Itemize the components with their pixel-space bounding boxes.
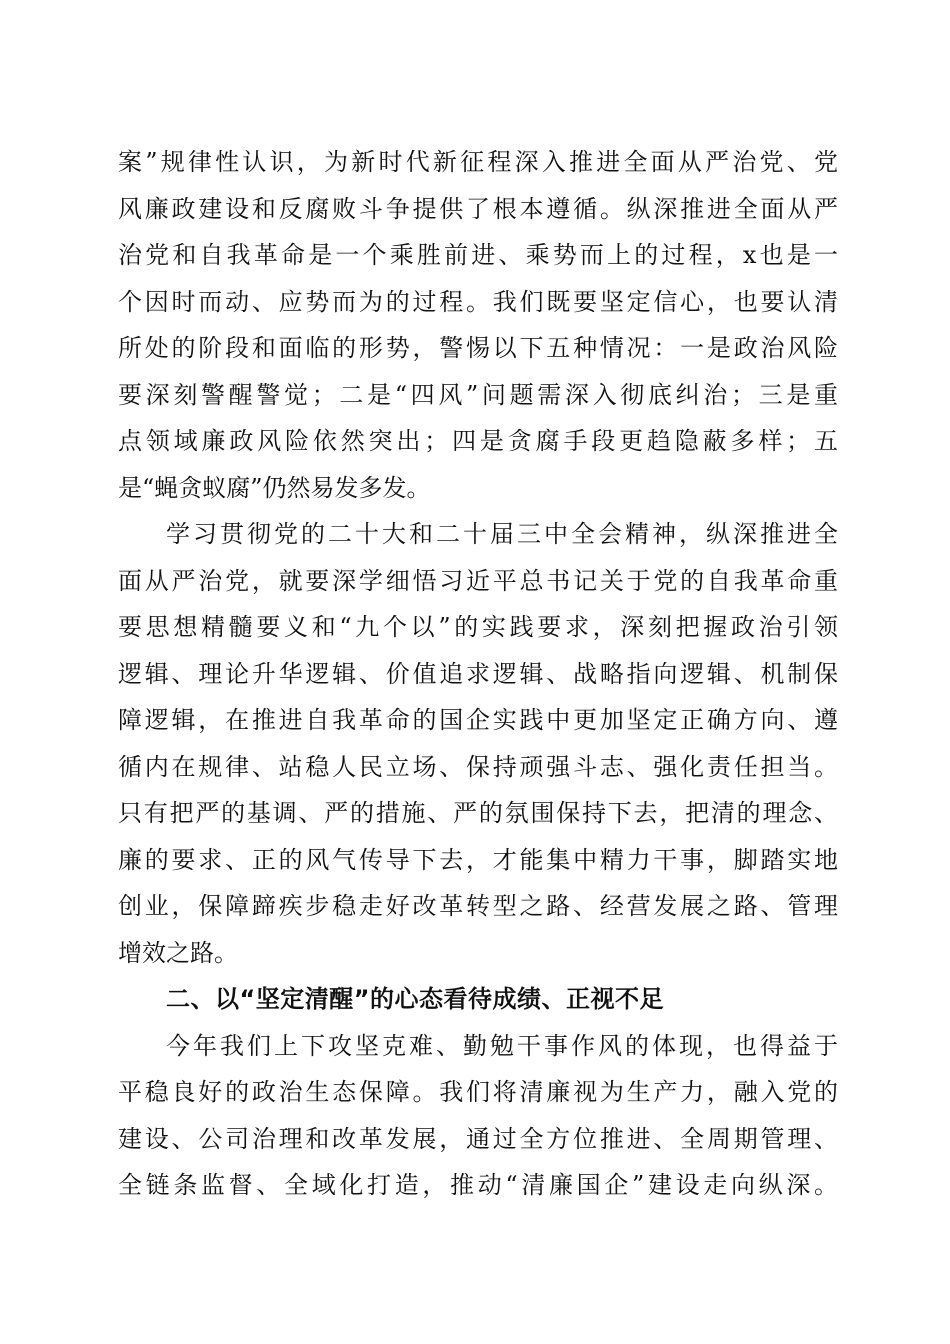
paragraph-3-line-3: 建设、公司治理和改革发展，通过全方位推进、全周期管理、 [118, 1124, 838, 1153]
paragraph-3-line-1: 今年我们上下攻坚克难、勤勉干事作风的体现，也得益于 [166, 1031, 838, 1060]
paragraph-1-line-8: 是“蝇贪蚁腐”仍然易发多发。 [118, 473, 431, 502]
paragraph-2-line-7: 只有把严的基调、严的措施、严的氛围保持下去，把清的理念、 [118, 799, 838, 827]
section-heading: 二、以“坚定清醒”的心态看待成绩、正视不足 [166, 985, 665, 1013]
paragraph-1-line-5: 所处的阶段和面临的形势，警惕以下五种情况：一是政治风险 [118, 334, 838, 362]
paragraph-1-line-6: 要深刻警醒警觉；二是“四风”问题需深入彻底纠治；三是重 [118, 380, 838, 409]
paragraph-2-line-3: 要思想精髓要义和“九个以”的实践要求，深刻把握政治引领 [118, 613, 838, 641]
paragraph-2-line-1: 学习贯彻党的二十大和二十届三中全会精神，纵深推进全 [166, 520, 838, 548]
paragraph-1-line-4: 个因时而动、应势而为的过程。我们既要坚定信心，也要认清 [118, 287, 838, 316]
paragraph-1-line-7: 点领域廉政风险依然突出；四是贪腐手段更趋隐蔽多样；五 [118, 427, 838, 455]
paragraph-1-line-3: 治党和自我革命是一个乘胜前进、乘势而上的过程，x也是一 [118, 241, 838, 269]
paragraph-3-line-4: 全链条监督、全域化打造，推动“清廉国企”建设走向纵深。 [118, 1171, 838, 1199]
paragraph-2-line-9: 创业，保障蹄疾步稳走好改革转型之路、经营发展之路、管理 [118, 892, 838, 920]
paragraph-2-line-5: 障逻辑，在推进自我革命的国企实践中更加坚定正确方向、遵 [118, 706, 838, 734]
paragraph-2-line-4: 逻辑、理论升华逻辑、价值追求逻辑、战略指向逻辑、机制保 [118, 659, 838, 688]
paragraph-3-line-2: 平稳良好的政治生态保障。我们将清廉视为生产力，融入党的 [118, 1078, 838, 1106]
paragraph-1-line-1: 案”规律性认识，为新时代新征程深入推进全面从严治党、党 [118, 148, 838, 176]
paragraph-2-line-2: 面从严治党，就要深学细悟习近平总书记关于党的自我革命重 [118, 566, 838, 595]
paragraph-2-line-6: 循内在规律、站稳人民立场、保持顽强斗志、强化责任担当。 [118, 752, 838, 781]
paragraph-2-line-10: 增效之路。 [118, 938, 238, 967]
document-body [118, 139, 838, 1209]
paragraph-2-line-8: 廉的要求、正的风气传导下去，才能集中精力干事，脚踏实地 [118, 845, 838, 874]
paragraph-1-line-2: 风廉政建设和反腐败斗争提供了根本遵循。纵深推进全面从严 [118, 194, 838, 223]
